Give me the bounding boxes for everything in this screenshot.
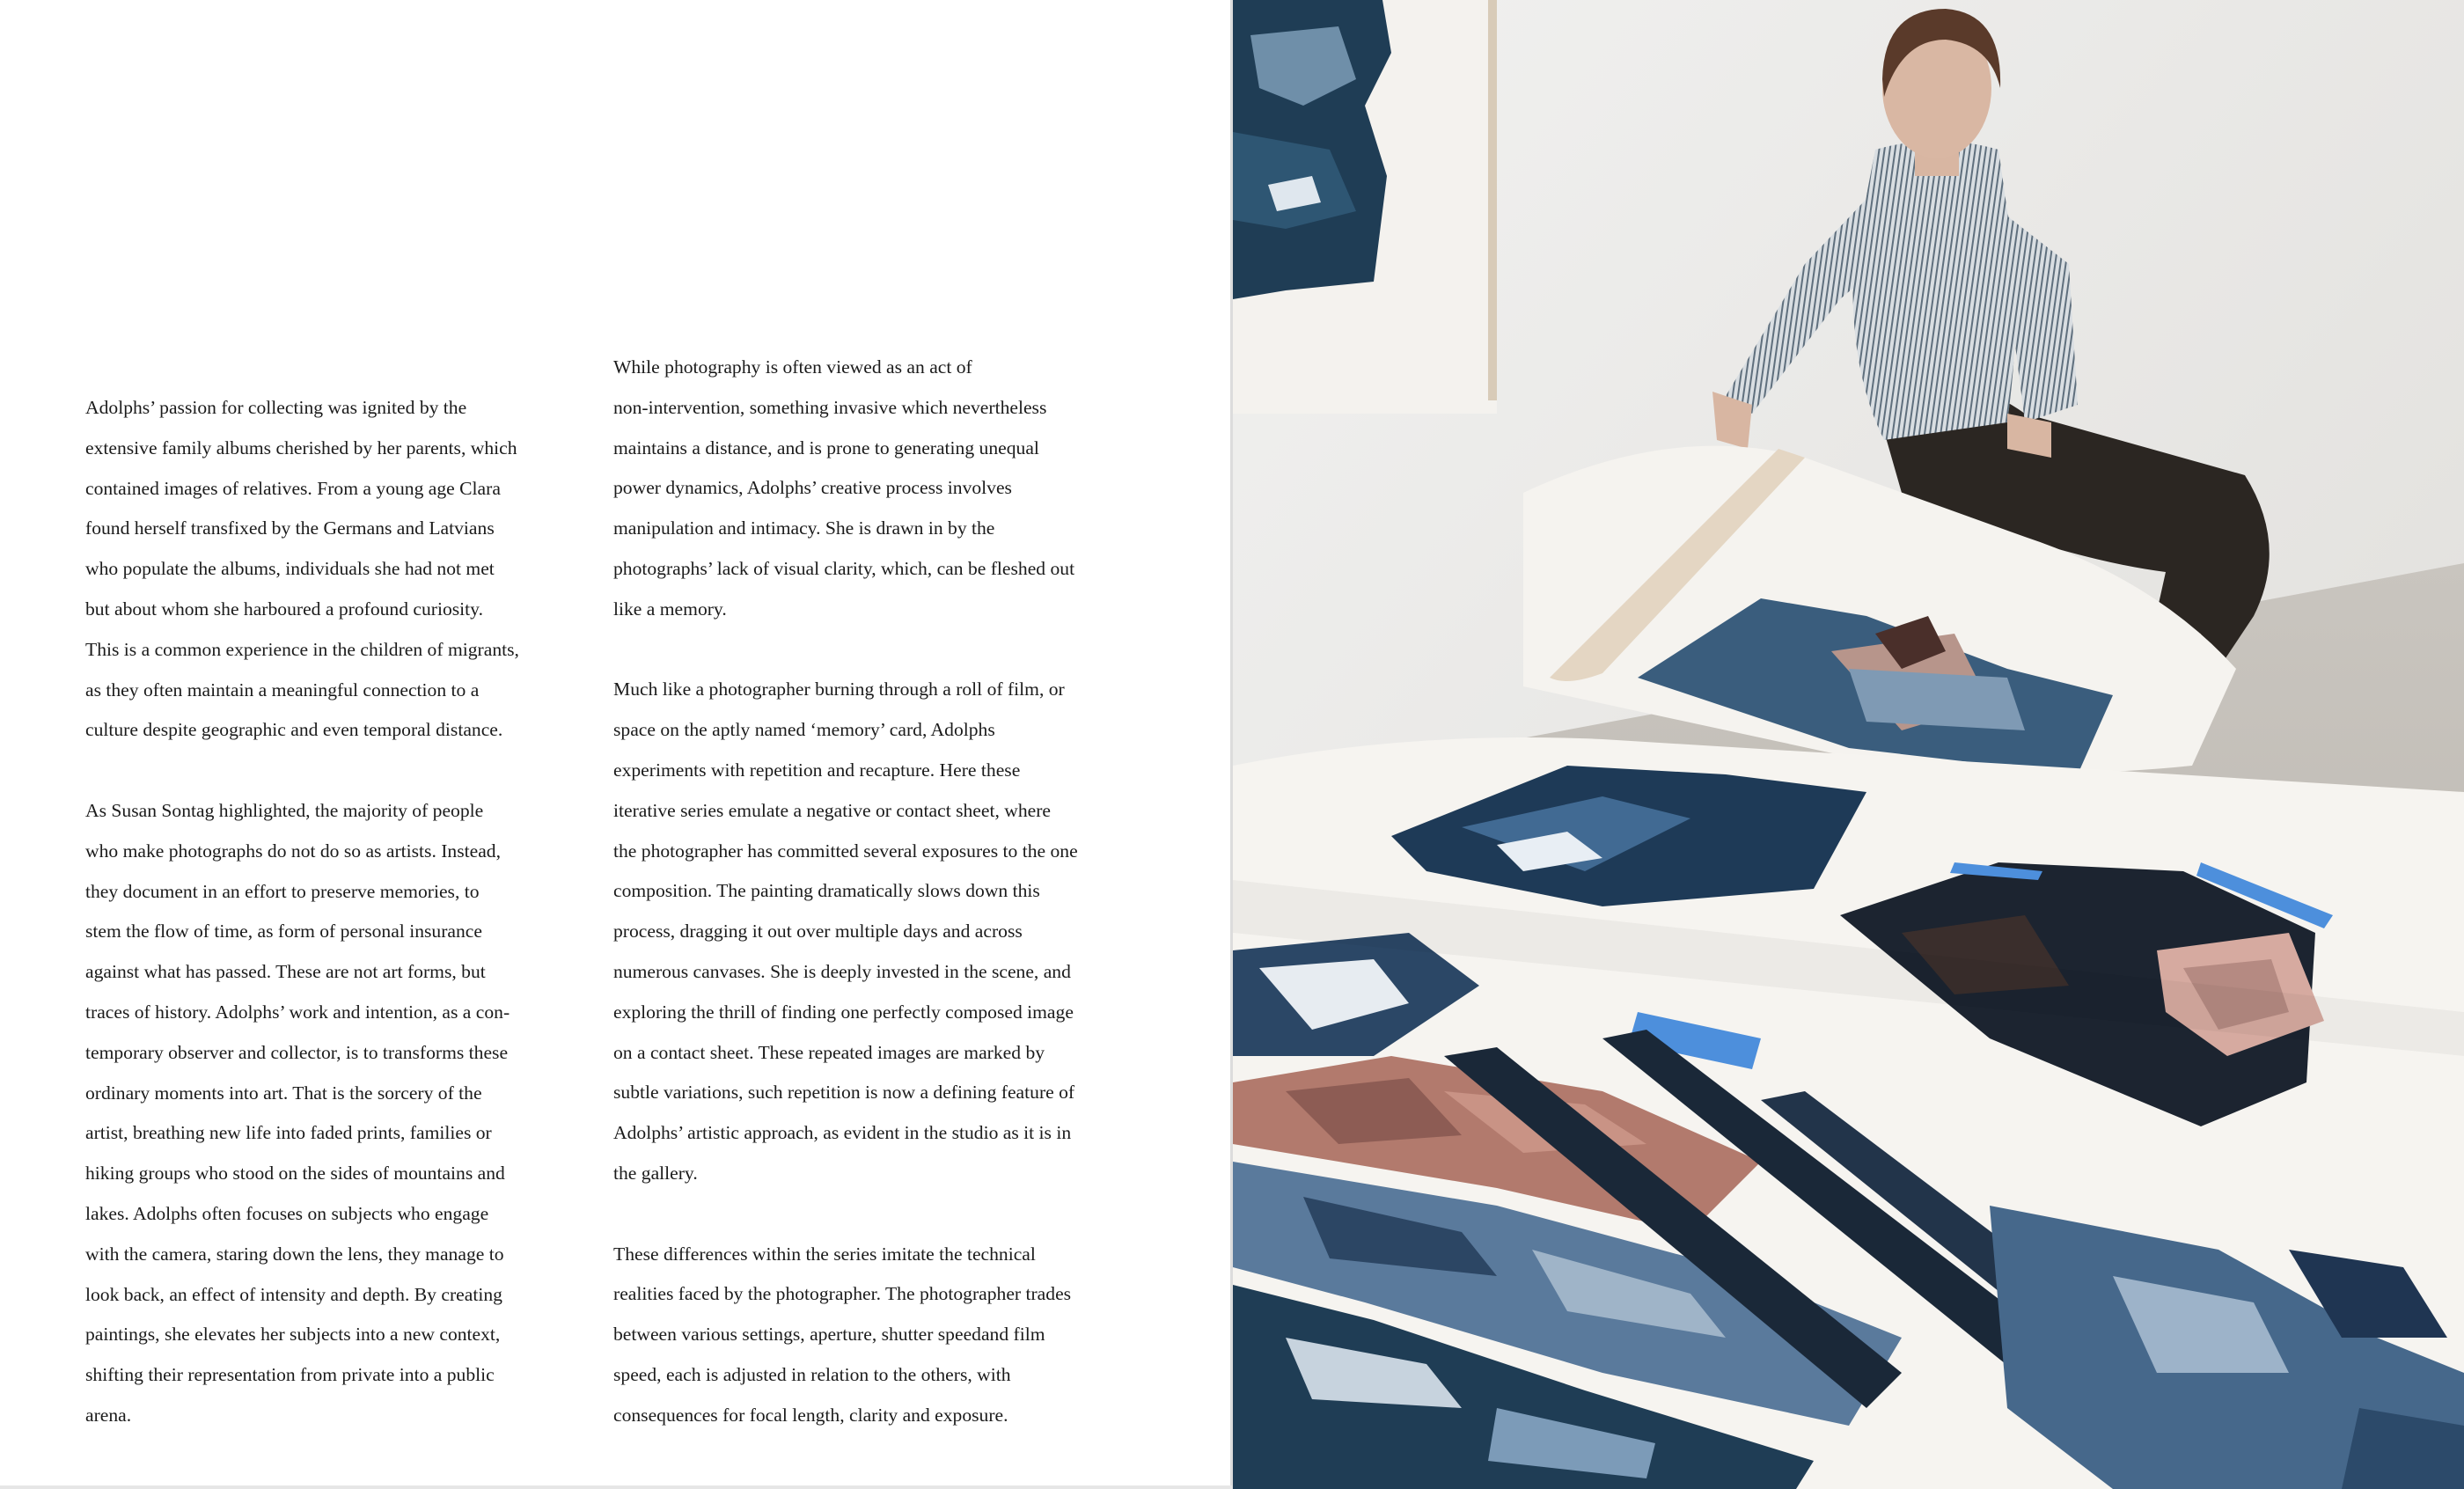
paragraph: While photography is often viewed as an act of non-intervention, something invasive which nevertheless maintains a distance, and is prone to generating unequal power dynamics, Adolphs’ creative process involves manipulation and intimacy. She is drawn in by the photographs’ lack of visual clarity, which, can be fleshed out like a memory. [613, 356, 1075, 620]
page-bottom-edge [0, 1485, 1232, 1489]
floor-canvas-main [1233, 737, 2464, 1489]
studio-photograph [1233, 0, 2464, 1489]
paragraph: Much like a photographer burning through a roll of film, or space on the aptly named ‘memory’ card, Adolphs experiments with repetition and recapture. Here these iterative series emulate a negative or contact sheet, where the photographer has committed several exposures to the one composition. The painting dramatically slows down this process, dragging it out over multiple days and across numerous canvases. She is deeply invested in the scene, and exploring the thrill of finding one perfectly composed image on a contact sheet. These repeated images are marked by subtle variations, such repetition is now a defining feature of Adolphs’ artistic approach, as evident in the studio as it is in the gallery. [613, 678, 1078, 1184]
hanging-canvas [1233, 0, 1497, 414]
text-page [0, 0, 1230, 1485]
text-column-right [613, 348, 1141, 1436]
paragraph: As Susan Sontag highlighted, the majority of people who make photographs do not do so as artists. Instead, they document in an effort to preserve memories, to stem the flow of time, as form of personal insurance against what has passed. These are not art forms, but traces of history. Adolphs’ work and intention, as a con- temporary observer and collector, is to transforms these ordinary moments into art. That is the sorcery of the artist, breathing new life into faded prints, families or hiking groups who stood on the sides of mountains and lakes. Adolphs often focuses on subjects who engage with the camera, staring down the lens, they manage to look back, an effect of intensity and depth. By creating paintings, she elevates her subjects into a new context, shifting their representation from private into a public arena. [85, 799, 510, 1426]
paragraph: Adolphs’ passion for collecting was ignited by the extensive family albums cherished by her parents, which contained images of relatives. From a young age Clara found herself transfixed by the Germans and Latvians who populate the albums, individuals she had not met but about whom she harboured a profound curiosity. This is a common experience in the children of migrants, as they often maintain a meaningful connection to a culture despite geographic and even temporal distance. [85, 397, 519, 741]
artist-in-studio-illustration [1233, 0, 2464, 1489]
paragraph: These differences within the series imitate the technical realities faced by the photographer. The photographer trades between various settings, aperture, shutter speedand film speed, each is adjusted in relation to the others, with consequences for focal length, clarity and exposure. [613, 1243, 1072, 1426]
text-column-left [85, 388, 578, 1436]
